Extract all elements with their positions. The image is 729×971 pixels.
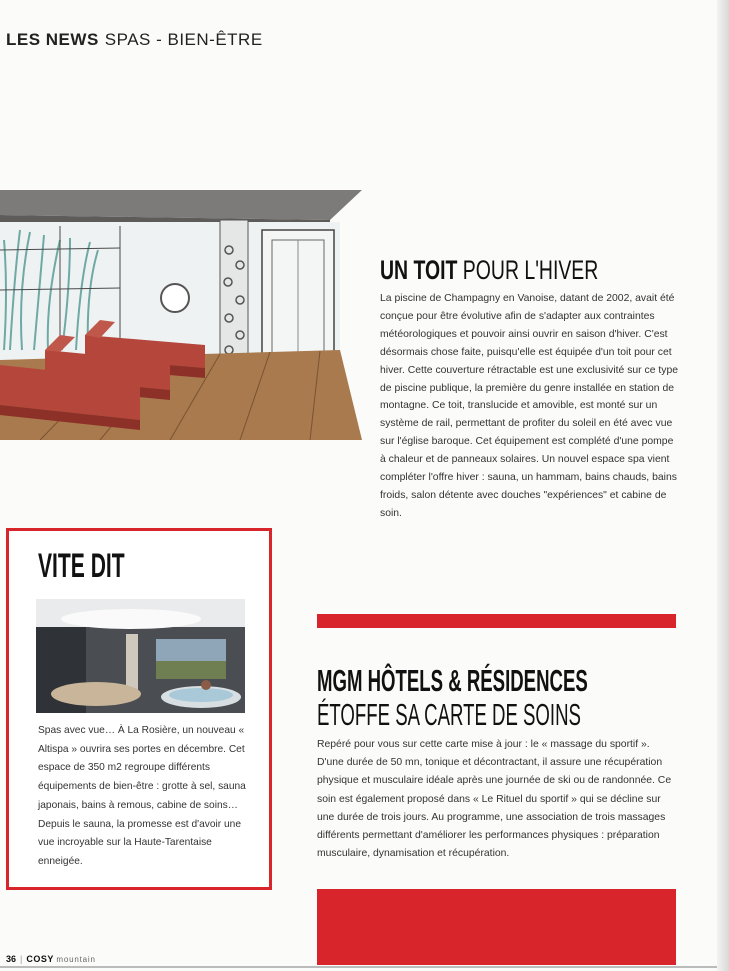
magazine-brand-sub: mountain — [56, 955, 96, 964]
header-news-label: LES NEWS — [6, 30, 99, 49]
red-block-bottom — [317, 889, 676, 965]
pool-roof-sketch-illustration — [0, 190, 362, 440]
footer-rule — [0, 966, 717, 968]
article-mgm-hotels — [317, 664, 679, 863]
article1-title-bold: UN TOIT — [380, 255, 458, 285]
article2-title: MGM HÔTELS & RÉSIDENCES — [317, 663, 588, 698]
header-section-label: SPAS - BIEN-ÊTRE — [104, 30, 263, 49]
red-divider-bar-top — [317, 614, 676, 628]
vite-dit-box — [6, 528, 272, 890]
article1-body: La piscine de Champagny en Vanoise, datant de 2002, avait été conçue pour être évolutive afin de s'adapter aux contraintes météorologiques et pouvoir ainsi ouvrir en saison d'hiver. C'est désormais chose faite, puisqu'elle est équipée d'un toit pour cet hiver. Cette couverture rétractable est une exclusivité sur ce type de piscine publique, la première du genre installée en station de montagne. Ce toit, translucide et amovible, est monté sur un système de rail, permettant de profiter du soleil en été avec vue sur l'église baroque. Cet équipement est complété d'une pompe à chaleur et de panneaux solaires. Un nouvel espace spa vient compléter l'offre hiver : sauna, un hammam, bains chauds, bains froids, salon détente avec douches "expériences" et cabine de soin. — [380, 293, 679, 519]
article-roof-for-winter — [380, 256, 680, 523]
page-edge-shadow — [717, 0, 729, 971]
spa-interior-photo — [36, 599, 245, 713]
article1-title-light: POUR L'HIVER — [462, 255, 599, 285]
page-header — [6, 30, 263, 50]
footer-separator: | — [20, 954, 23, 964]
vite-dit-title: VITE DIT — [38, 547, 125, 585]
article2-subtitle: ÉTOFFE SA CARTE DE SOINS — [317, 697, 581, 732]
article1-title — [380, 255, 599, 285]
page-number: 36 — [6, 954, 17, 964]
magazine-brand: COSY — [26, 954, 54, 964]
vite-dit-body: Spas avec vue… À La Rosière, un nouveau « Altispa » ouvrira ses portes en décembre. Cet espace de 350 m2 regroupe différents équipements de bien-être : grotte à sel, sauna japonais, bains à remous, cabine de soins… Depuis le sauna, la promesse est d'avoir une vue incroyable sur la Haute-Tarentaise enneigée. — [38, 725, 246, 867]
page-footer — [6, 954, 96, 964]
article2-body: Repéré pour vous sur cette carte mise à jour : le « massage du sportif ». D'une durée de 50 mn, tonique et décontractant, il assure une récupération physique et musculaire idéale après une journée de ski ou de randonnée. Ce soin est également proposé dans « Le Rituel du sportif » qui se décline sur une durée de trois jours. Au programme, une association de trois massages différents permettant d'améliorer les performances physiques : préparation musculaire, dynamisation et récupération. — [317, 739, 672, 860]
